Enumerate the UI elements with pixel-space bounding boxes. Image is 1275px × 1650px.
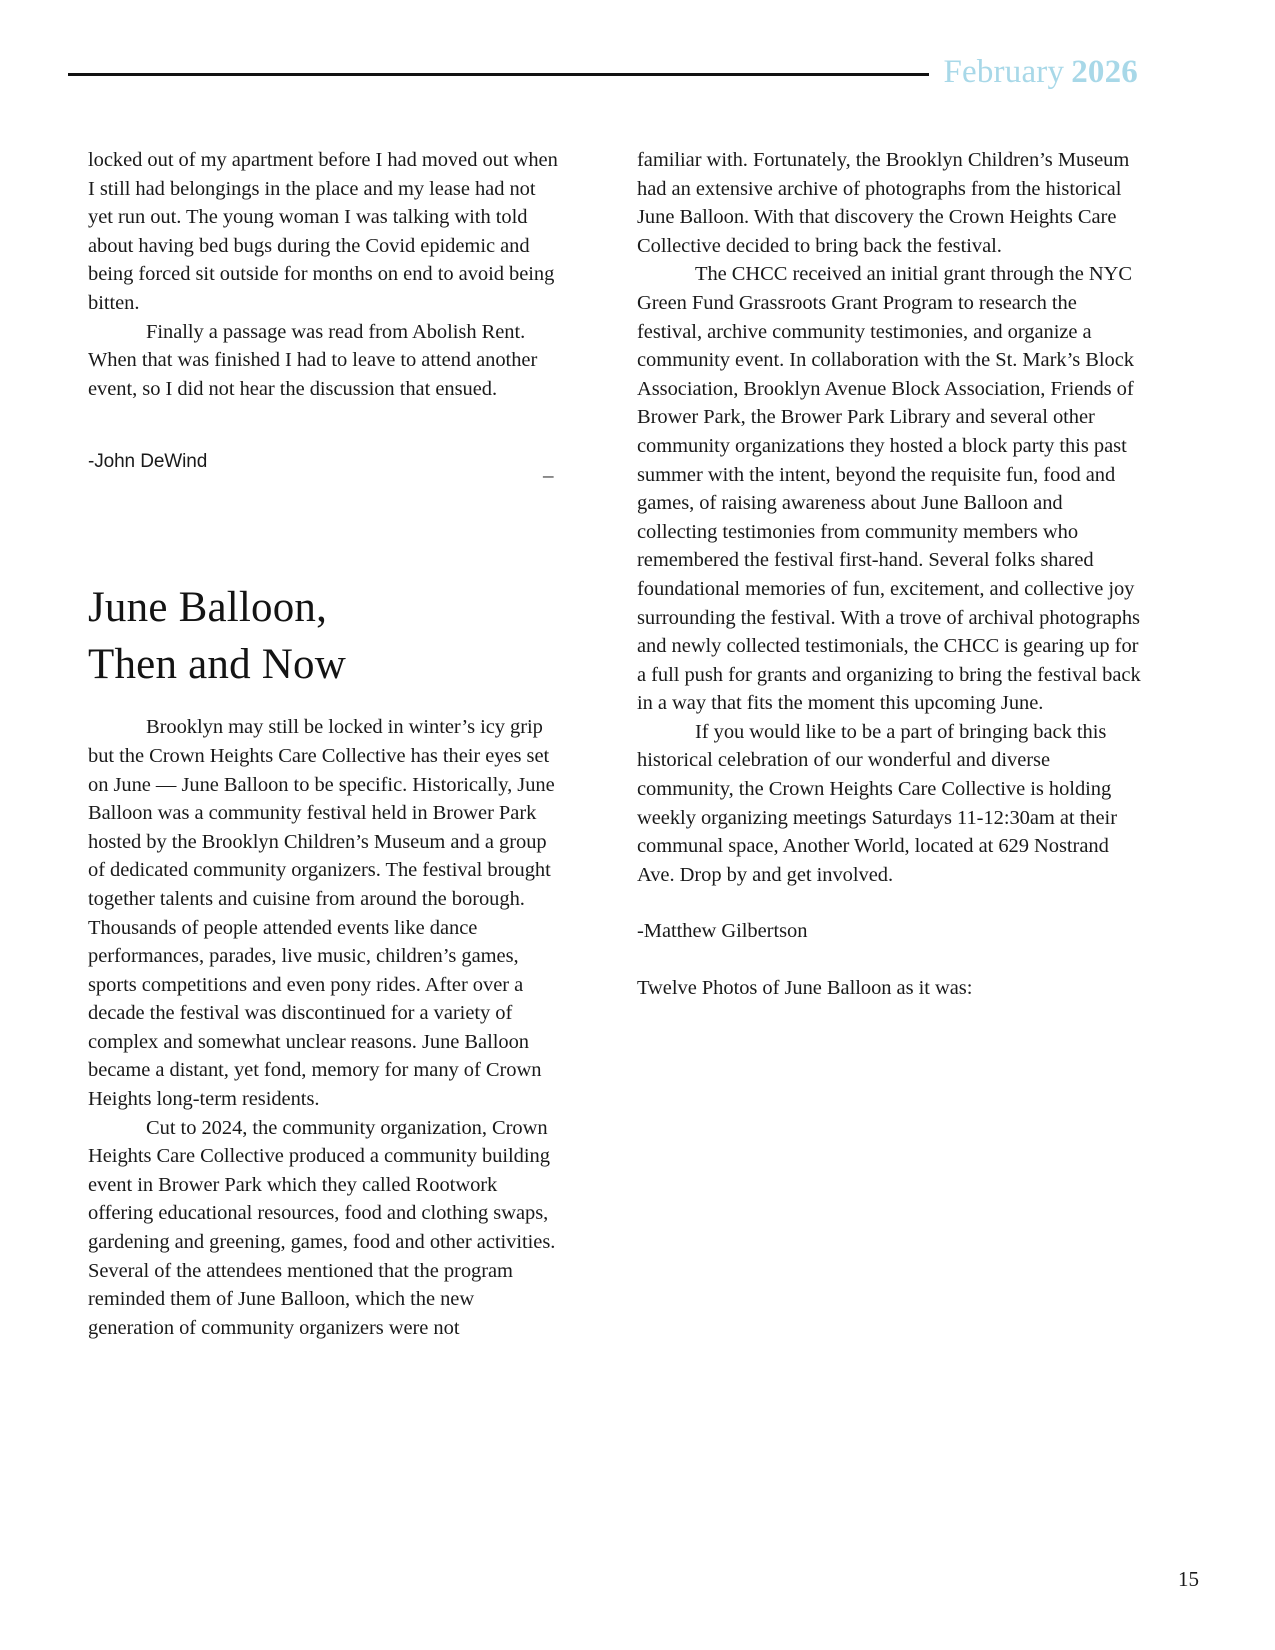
spacer-before-headline xyxy=(88,475,560,579)
headline-line-1: June Balloon, xyxy=(88,584,328,632)
left-column xyxy=(88,146,560,1342)
article-paragraph-1: Brooklyn may still be locked in winter’s icy grip but the Crown Heights Care Collective has their eyes set on June — June Balloon to be specific. Historically, June Balloon was a community festival held in Brower Park hosted by the Brooklyn Children’s Museum and a group of dedicated community organizers. The festival brought together talents and cuisine from around the borough. Thousands of people attended events like dance performances, parades, live music, children’s games, sports competitions and even pony rides. After over a decade the festival was discontinued for a variety of complex and somewhat unclear reasons. June Balloon became a distant, yet fond, memory for many of Crown Heights long-term residents. xyxy=(88,716,555,1111)
continued-paragraph-1: locked out of my apartment before I had moved out when I still had belongings in the place and my lease had not yet run out. The young woman I was talking with told about having bed bugs during the Covid epidemic and being forced sit outside for months on end to avoid being bitten. xyxy=(88,149,558,314)
headline-line-2: Then and Now xyxy=(88,641,346,689)
spacer-before-caption xyxy=(637,946,1142,974)
spacer-after-continued xyxy=(88,403,560,449)
masthead-year: 2026 xyxy=(1071,53,1138,90)
byline-matthew-gilbertson: -Matthew Gilbertson xyxy=(637,920,808,943)
page-masthead xyxy=(68,48,1138,96)
stray-dash-mark: – xyxy=(543,463,554,487)
article-paragraph-4: The CHCC received an initial grant through the NYC Green Fund Grassroots Grant Program to research the festival, archive community testimonies, and organize a community event. In collaboration with the St. Mark’s Block Association, Brooklyn Avenue Block Association, Friends of Brower Park, the Brower Park Library and several other community organizations they hosted a block party this past summer with the intent, beyond the requisite fun, food and games, of raising awareness about June Balloon and collecting testimonies from community members who remembered the festival first-hand. Several folks shared foundational memories of fun, excitement, and collective joy surrounding the festival. With a trove of archival photographs and newly collected testimonials, the CHCC is gearing up for a full push for grants and organizing to bring the festival back in a way that fits the moment this upcoming June. xyxy=(637,263,1141,715)
continued-paragraph-2: Finally a passage was read from Abolish Rent. When that was finished I had to leave to attend another event, so I did not hear the discussion that ensued. xyxy=(88,320,538,400)
masthead-month: February xyxy=(943,53,1065,90)
masthead-date xyxy=(943,53,1138,90)
byline-john-dewind: -John DeWind xyxy=(88,451,208,473)
page-number: 15 xyxy=(1178,1567,1199,1591)
spacer-after-headline xyxy=(88,693,560,713)
article-paragraph-5: If you would like to be a part of bringing back this historical celebration of our wonderful and diverse community, the Crown Heights Care Collective is holding weekly organizing meetings Saturdays 11-12:30am at their communal space, Another World, located at 629 Nostrand Ave. Drop by and get involved. xyxy=(637,720,1117,886)
right-column xyxy=(637,146,1142,1003)
photo-caption: Twelve Photos of June Balloon as it was: xyxy=(637,977,973,1000)
article-paragraph-2: Cut to 2024, the community organization, Crown Heights Care Collective produced a community building event in Brower Park which they called Rootwork offering educational resources, food and clothing swaps, gardening and greening, games, food and other activities. Several of the attendees mentioned that the program reminded them of June Balloon, which the new generation of community organizers were not xyxy=(88,1116,556,1339)
masthead-rule xyxy=(68,73,929,76)
article-paragraph-3: familiar with. Fortunately, the Brooklyn Children’s Museum had an extensive archive of photographs from the historical June Balloon. With that discovery the Crown Heights Care Collective decided to bring back the festival. xyxy=(637,149,1130,257)
spacer-before-byline xyxy=(637,889,1142,917)
page-title xyxy=(88,579,560,693)
